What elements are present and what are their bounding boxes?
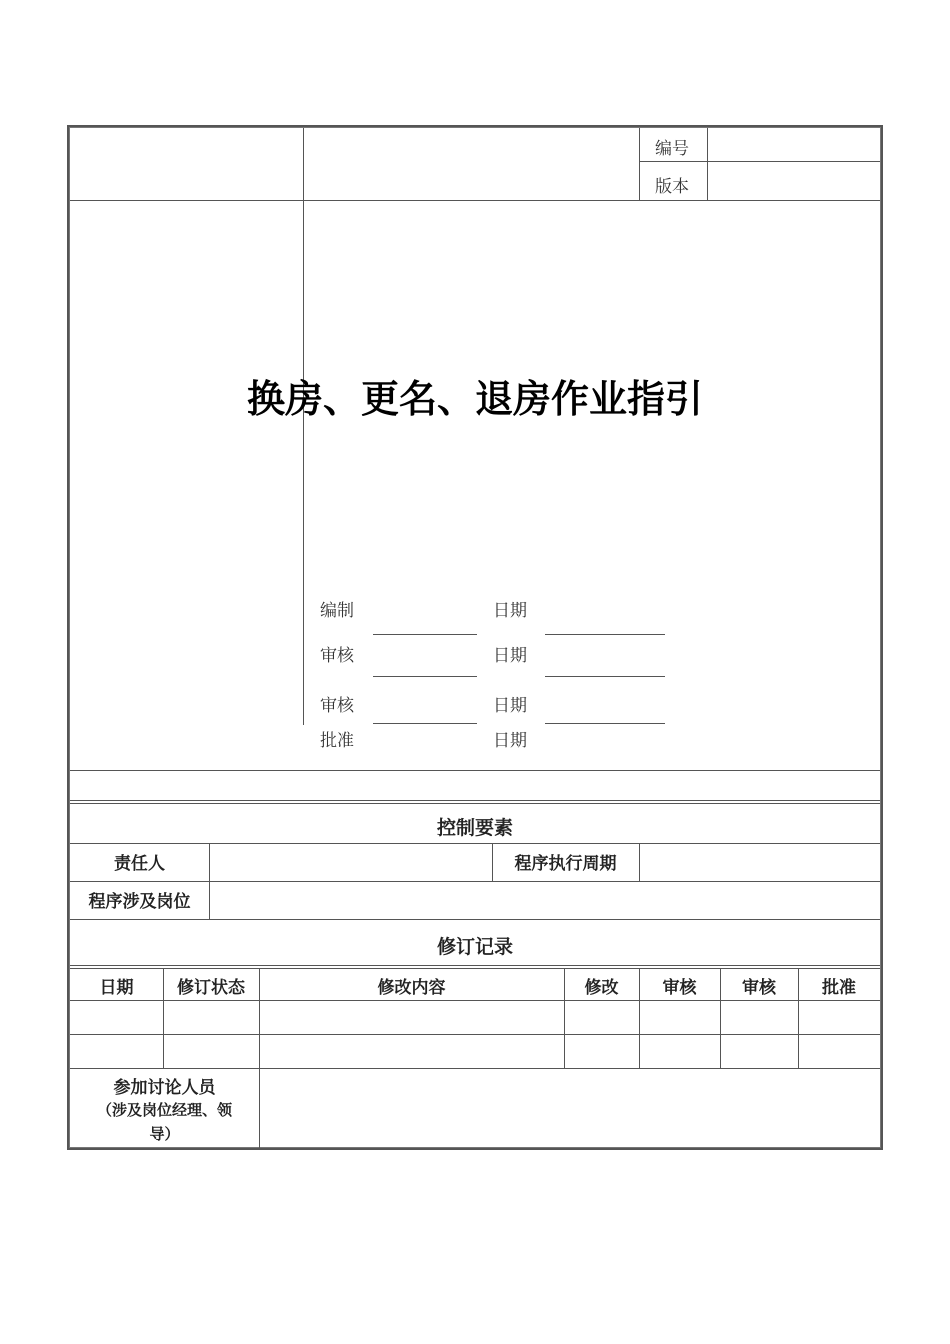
- version-label: 版本: [655, 177, 689, 197]
- control-top-line-a: [70, 800, 880, 801]
- signoff-line-date-1: [545, 634, 665, 635]
- signoff-date-label-4: 日期: [493, 731, 527, 751]
- control-top-line-b: [70, 803, 880, 804]
- rev-col-review-2: 审核: [742, 978, 776, 998]
- control-heading: 控制要素: [436, 817, 513, 839]
- header-divider-label: [639, 128, 640, 200]
- rev-row-1-line: [70, 1034, 880, 1035]
- signoff-line-name-2: [373, 676, 477, 677]
- signoff-role-3: 审核: [320, 696, 354, 716]
- revision-heading-line-b: [70, 968, 880, 969]
- cover-bottom-line: [70, 770, 880, 771]
- rev-col-date: 日期: [99, 978, 134, 998]
- owner-row-line: [70, 881, 880, 882]
- participants-label-1: 参加讨论人员: [113, 1078, 216, 1098]
- header-divider-left: [303, 128, 304, 725]
- header-bottom-line: [70, 200, 880, 201]
- code-label: 编号: [655, 139, 689, 159]
- rev-col-approve: 批准: [822, 978, 856, 998]
- signoff-line-date-3: [545, 723, 665, 724]
- signoff-line-name-1: [373, 634, 477, 635]
- revision-heading-line-a: [70, 965, 880, 966]
- signoff-role-1: 编制: [320, 601, 354, 621]
- signoff-date-label-3: 日期: [493, 696, 527, 716]
- rev-col-review-1: 审核: [662, 978, 697, 998]
- cycle-label: 程序执行周期: [514, 854, 617, 874]
- positions-row-line: [70, 919, 880, 920]
- header-row-divider: [639, 161, 880, 162]
- participants-label-2: （涉及岗位经理、领: [96, 1101, 232, 1119]
- rev-row-2-line: [70, 1068, 880, 1069]
- participants-label-3: 导）: [149, 1125, 180, 1143]
- signoff-date-label-1: 日期: [493, 601, 527, 621]
- signoff-role-4: 批准: [320, 731, 354, 751]
- signoff-line-name-3: [373, 723, 477, 724]
- rev-header-line: [70, 1000, 880, 1001]
- cycle-divider-right: [639, 843, 640, 881]
- owner-label: 责任人: [114, 854, 165, 874]
- control-heading-line: [70, 843, 880, 844]
- positions-label: 程序涉及岗位: [88, 892, 191, 912]
- rev-col-modify: 修改: [584, 978, 619, 998]
- signoff-line-date-2: [545, 676, 665, 677]
- signoff-date-label-2: 日期: [493, 646, 527, 666]
- document-page: [67, 125, 883, 1150]
- rev-col-content: 修改内容: [377, 978, 446, 998]
- document-title: 换房、更名、退房作业指引: [246, 377, 703, 421]
- rev-col-status: 修订状态: [177, 978, 245, 998]
- header-divider-value: [707, 128, 708, 200]
- revision-heading: 修订记录: [436, 936, 513, 958]
- signoff-role-2: 审核: [320, 646, 354, 666]
